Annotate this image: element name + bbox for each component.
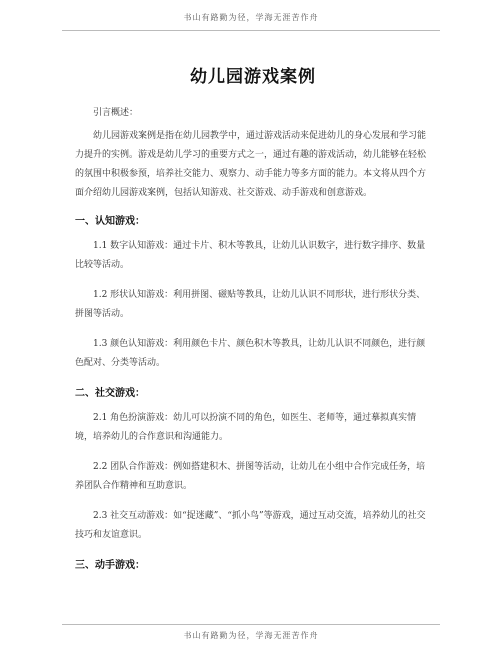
page-header: 书山有路勤为径，学海无涯苦作舟	[183, 13, 319, 22]
social-item-roleplay: 2.1 角色扮演游戏：幼儿可以扮演不同的角色，如医生、老师等，通过摹拟真实情境，培养幼儿的合作意识和沟通能力。	[75, 413, 417, 442]
cognitive-item-number: 1.1 数字认知游戏：通过卡片、积木等教具，让幼儿认识数字，进行数字排序、数量比较等活动。	[75, 241, 426, 270]
intro-paragraph: 幼儿园游戏案例是指在幼儿园教学中，通过游戏活动来促进幼儿的身心发展和学习能力提升的实例。游戏是幼儿学习的重要方式之一，通过有趣的游戏活动，幼儿能够在轻松的氛围中积极参预，培养社交能力、观察力、动手能力等多方面的能力。本文将从四个方面介绍幼儿园游戏案例，包括认知游戏、社交游戏、动手游戏和创意游戏。	[75, 131, 427, 198]
document-body	[75, 62, 431, 581]
social-item-interaction: 2.3 社交互动游戏：如“捉迷藏”、“抓小鸟”等游戏，通过互动交流，培养幼儿的社交技巧和友谊意识。	[75, 511, 426, 540]
page-footer: 书山有路勤为径，学海无涯苦作舟	[183, 631, 319, 640]
section-heading-handson: 三、动手游戏：	[75, 560, 145, 571]
section-heading-cognitive: 一、认知游戏：	[75, 216, 145, 227]
section-heading-social: 二、社交游戏：	[75, 388, 145, 399]
header-divider	[62, 30, 440, 31]
document-title: 幼儿园游戏案例	[190, 67, 316, 87]
intro-label: 引言概述：	[93, 108, 139, 118]
social-item-teamwork: 2.2 团队合作游戏：例如搭建积木、拼图等活动，让幼儿在小组中合作完成任务，培养团队合作精神和互助意识。	[75, 462, 426, 491]
cognitive-item-color: 1.3 颜色认知游戏：利用颜色卡片、颜色积木等教具，让幼儿认识不同颜色，进行颜色配对、分类等活动。	[75, 339, 426, 368]
footer-divider	[62, 624, 440, 625]
cognitive-item-shape: 1.2 形状认知游戏：利用拼图、磁贴等教具，让幼儿认识不同形状，进行形状分类、拼图等活动。	[75, 290, 426, 319]
